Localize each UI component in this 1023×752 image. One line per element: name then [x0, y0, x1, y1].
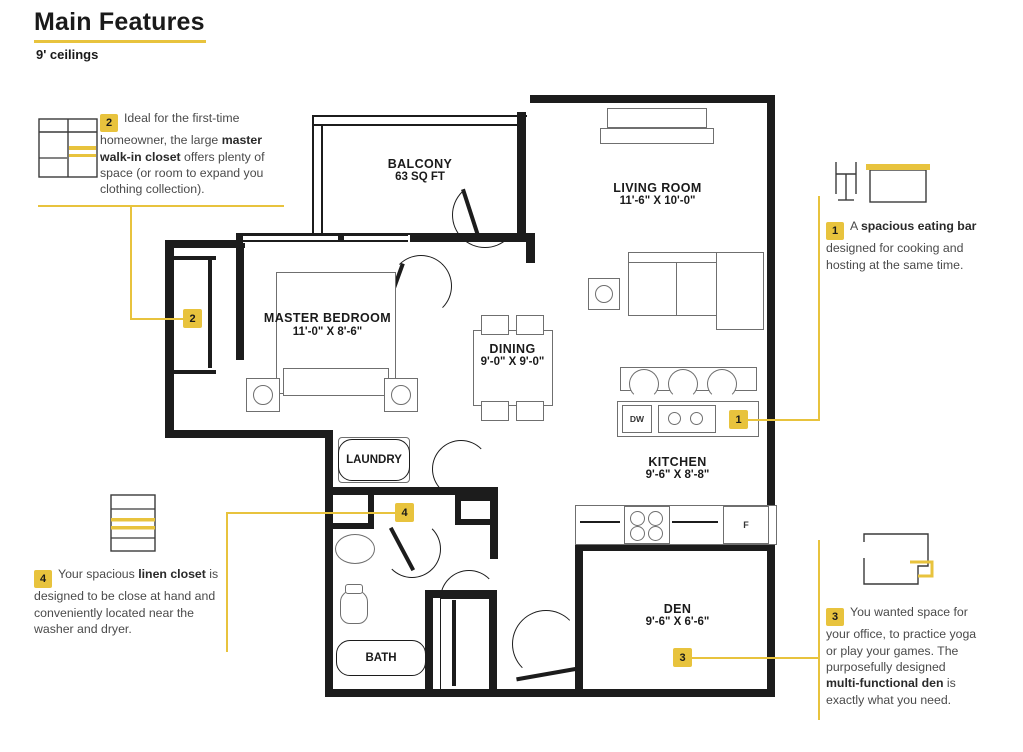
room-label-laundry — [338, 439, 410, 481]
sink-bowl-2 — [690, 412, 703, 425]
callout-3-text-before: You wanted space for your office, to practice yoga or play your games. The purposefully designed — [826, 605, 977, 675]
den-room-icon — [862, 532, 940, 588]
master-dim: 11'-0" X 8'-6" — [292, 326, 363, 338]
wall-closet-hall-3 — [455, 519, 497, 525]
tv-console — [607, 108, 707, 128]
callout-1-badge: 1 — [826, 222, 844, 240]
callout-4-bold: linen closet — [138, 567, 206, 581]
den-name: DEN — [663, 602, 692, 616]
kitchen-name: KITCHEN — [648, 455, 707, 469]
room-label-dining — [440, 342, 585, 368]
burner-4 — [648, 526, 663, 541]
leader-4-v — [226, 512, 228, 652]
bed-foot — [283, 368, 389, 396]
burner-2 — [648, 511, 663, 526]
tv-unit — [600, 128, 714, 144]
room-label-balcony — [340, 157, 500, 183]
leader-1-h — [748, 419, 820, 421]
callout-4-badge: 4 — [34, 570, 52, 588]
wall-den-left — [575, 543, 583, 696]
closet-rod — [208, 256, 212, 368]
balcony-rail-left2 — [321, 124, 323, 236]
wall-bottom-outer — [325, 689, 775, 697]
balcony-dim: 63 SQ FT — [395, 171, 445, 183]
callout-1-text-before: A — [850, 219, 861, 233]
wardrobe-closet-icon — [38, 118, 98, 182]
dishwasher-icon — [622, 405, 652, 433]
callout-2-text-before: Ideal for the first-time homeowner, the large — [100, 111, 240, 148]
callout-3-bold: multi-functional den — [826, 676, 944, 691]
linen-shelving-icon — [110, 494, 166, 558]
marker-3-label: 3 — [679, 651, 686, 664]
den-dim: 9'-6" X 6'-6" — [645, 616, 710, 628]
bar-stool-3 — [707, 369, 737, 399]
callout-2 — [100, 110, 292, 198]
burner-3 — [630, 526, 645, 541]
wall-left-lower — [325, 430, 333, 696]
room-label-bath — [336, 640, 426, 676]
callout-2-badge: 2 — [100, 114, 118, 132]
room-label-den — [605, 602, 750, 628]
dining-chair-4 — [516, 401, 544, 421]
sink-bowl-1 — [668, 412, 681, 425]
wall-top-master-left — [165, 240, 245, 248]
page-title: Main Features — [34, 8, 205, 36]
room-label-master — [250, 310, 405, 338]
refrigerator-label: F — [743, 520, 749, 530]
nightstand-left-lamp — [253, 385, 273, 405]
laundry-door-arc — [432, 440, 490, 498]
kitchen-dim: 9'-6" X 8'-8" — [645, 469, 710, 481]
master-name: MASTER BEDROOM — [263, 311, 392, 325]
wall-right-kitchen — [767, 95, 775, 425]
wall-bath-right — [425, 590, 433, 696]
leader-2-v — [130, 205, 132, 319]
callout-3-badge: 3 — [826, 608, 844, 626]
room-label-kitchen — [605, 455, 750, 481]
wall-left-master — [165, 240, 174, 436]
leader-4-h — [226, 512, 398, 514]
burner-1 — [630, 511, 645, 526]
armchair — [716, 252, 764, 330]
balcony-rail-left — [312, 115, 314, 235]
refrigerator-icon — [723, 506, 769, 544]
window-line-a — [243, 234, 408, 236]
side-table-living-round — [595, 285, 613, 303]
bar-stool-2 — [668, 369, 698, 399]
bar-stool-1 — [629, 369, 659, 399]
marker-1-label: 1 — [735, 413, 742, 426]
window-mullion — [338, 233, 344, 242]
sink — [658, 405, 716, 433]
dining-name: DINING — [489, 342, 536, 356]
closet-shelf-2 — [174, 370, 216, 374]
callout-3 — [826, 604, 978, 708]
counter-dash-1 — [580, 521, 620, 523]
bath-sink — [335, 534, 375, 564]
callout-4-text-after: is designed to be close at hand and conveniently located near the washer and dryer. — [34, 567, 219, 637]
balcony-name: BALCONY — [387, 157, 453, 171]
marker-2-label: 2 — [189, 312, 196, 325]
callout-1-text-after: designed for cooking and hosting at the same time. — [826, 241, 964, 272]
dining-dim: 9'-0" X 9'-0" — [480, 356, 545, 368]
callout-2-bold: master walk-in closet — [100, 133, 263, 164]
marker-3[interactable] — [673, 648, 692, 667]
marker-4-label: 4 — [401, 506, 408, 519]
wall-living-left-upper — [526, 233, 535, 263]
callout-4-text-before: Your spacious — [58, 567, 139, 581]
toilet — [340, 590, 368, 624]
bath-name: BATH — [365, 652, 397, 664]
callout-1-bold: spacious eating bar — [860, 219, 977, 233]
wall-closet-divider — [236, 240, 244, 360]
callout-2-text-after: offers plenty of space (or room to expand you clothing collection). — [100, 149, 265, 197]
leader-3-v — [818, 540, 820, 720]
leader-1-v — [818, 196, 820, 420]
eating-bar-icon — [832, 160, 932, 210]
marker-1[interactable] — [729, 410, 748, 429]
callout-3-text-after: is exactly what you need. — [826, 676, 956, 707]
dining-chair-1 — [481, 315, 509, 335]
living-name: LIVING ROOM — [613, 181, 702, 195]
dining-chair-2 — [516, 315, 544, 335]
balcony-wall-right — [517, 112, 526, 242]
leader-2-top — [38, 205, 284, 207]
living-dim: 11'-6" X 10'-0" — [619, 195, 696, 207]
leader-2-h — [130, 318, 186, 320]
wall-linen-top — [333, 523, 373, 529]
callout-1 — [826, 218, 978, 273]
window-line-b — [243, 240, 408, 242]
den-closet-rod — [452, 600, 456, 686]
room-label-living — [580, 181, 735, 207]
counter-dash-2 — [672, 521, 718, 523]
den-closet — [440, 598, 490, 690]
dining-chair-3 — [481, 401, 509, 421]
laundry-name: LAUNDRY — [346, 454, 402, 466]
nightstand-right-lamp — [391, 385, 411, 405]
toilet-tank — [345, 584, 363, 594]
wall-top-living — [530, 95, 775, 103]
sofa-cushion-left — [628, 262, 678, 316]
balcony-rail-top — [312, 115, 527, 117]
page-subtitle: 9' ceilings — [36, 47, 99, 62]
dishwasher-label: DW — [629, 414, 645, 424]
callout-4 — [34, 566, 222, 637]
leader-3-h — [692, 657, 818, 659]
balcony-rail-top2 — [312, 124, 517, 126]
wall-bottom-master — [165, 430, 333, 438]
